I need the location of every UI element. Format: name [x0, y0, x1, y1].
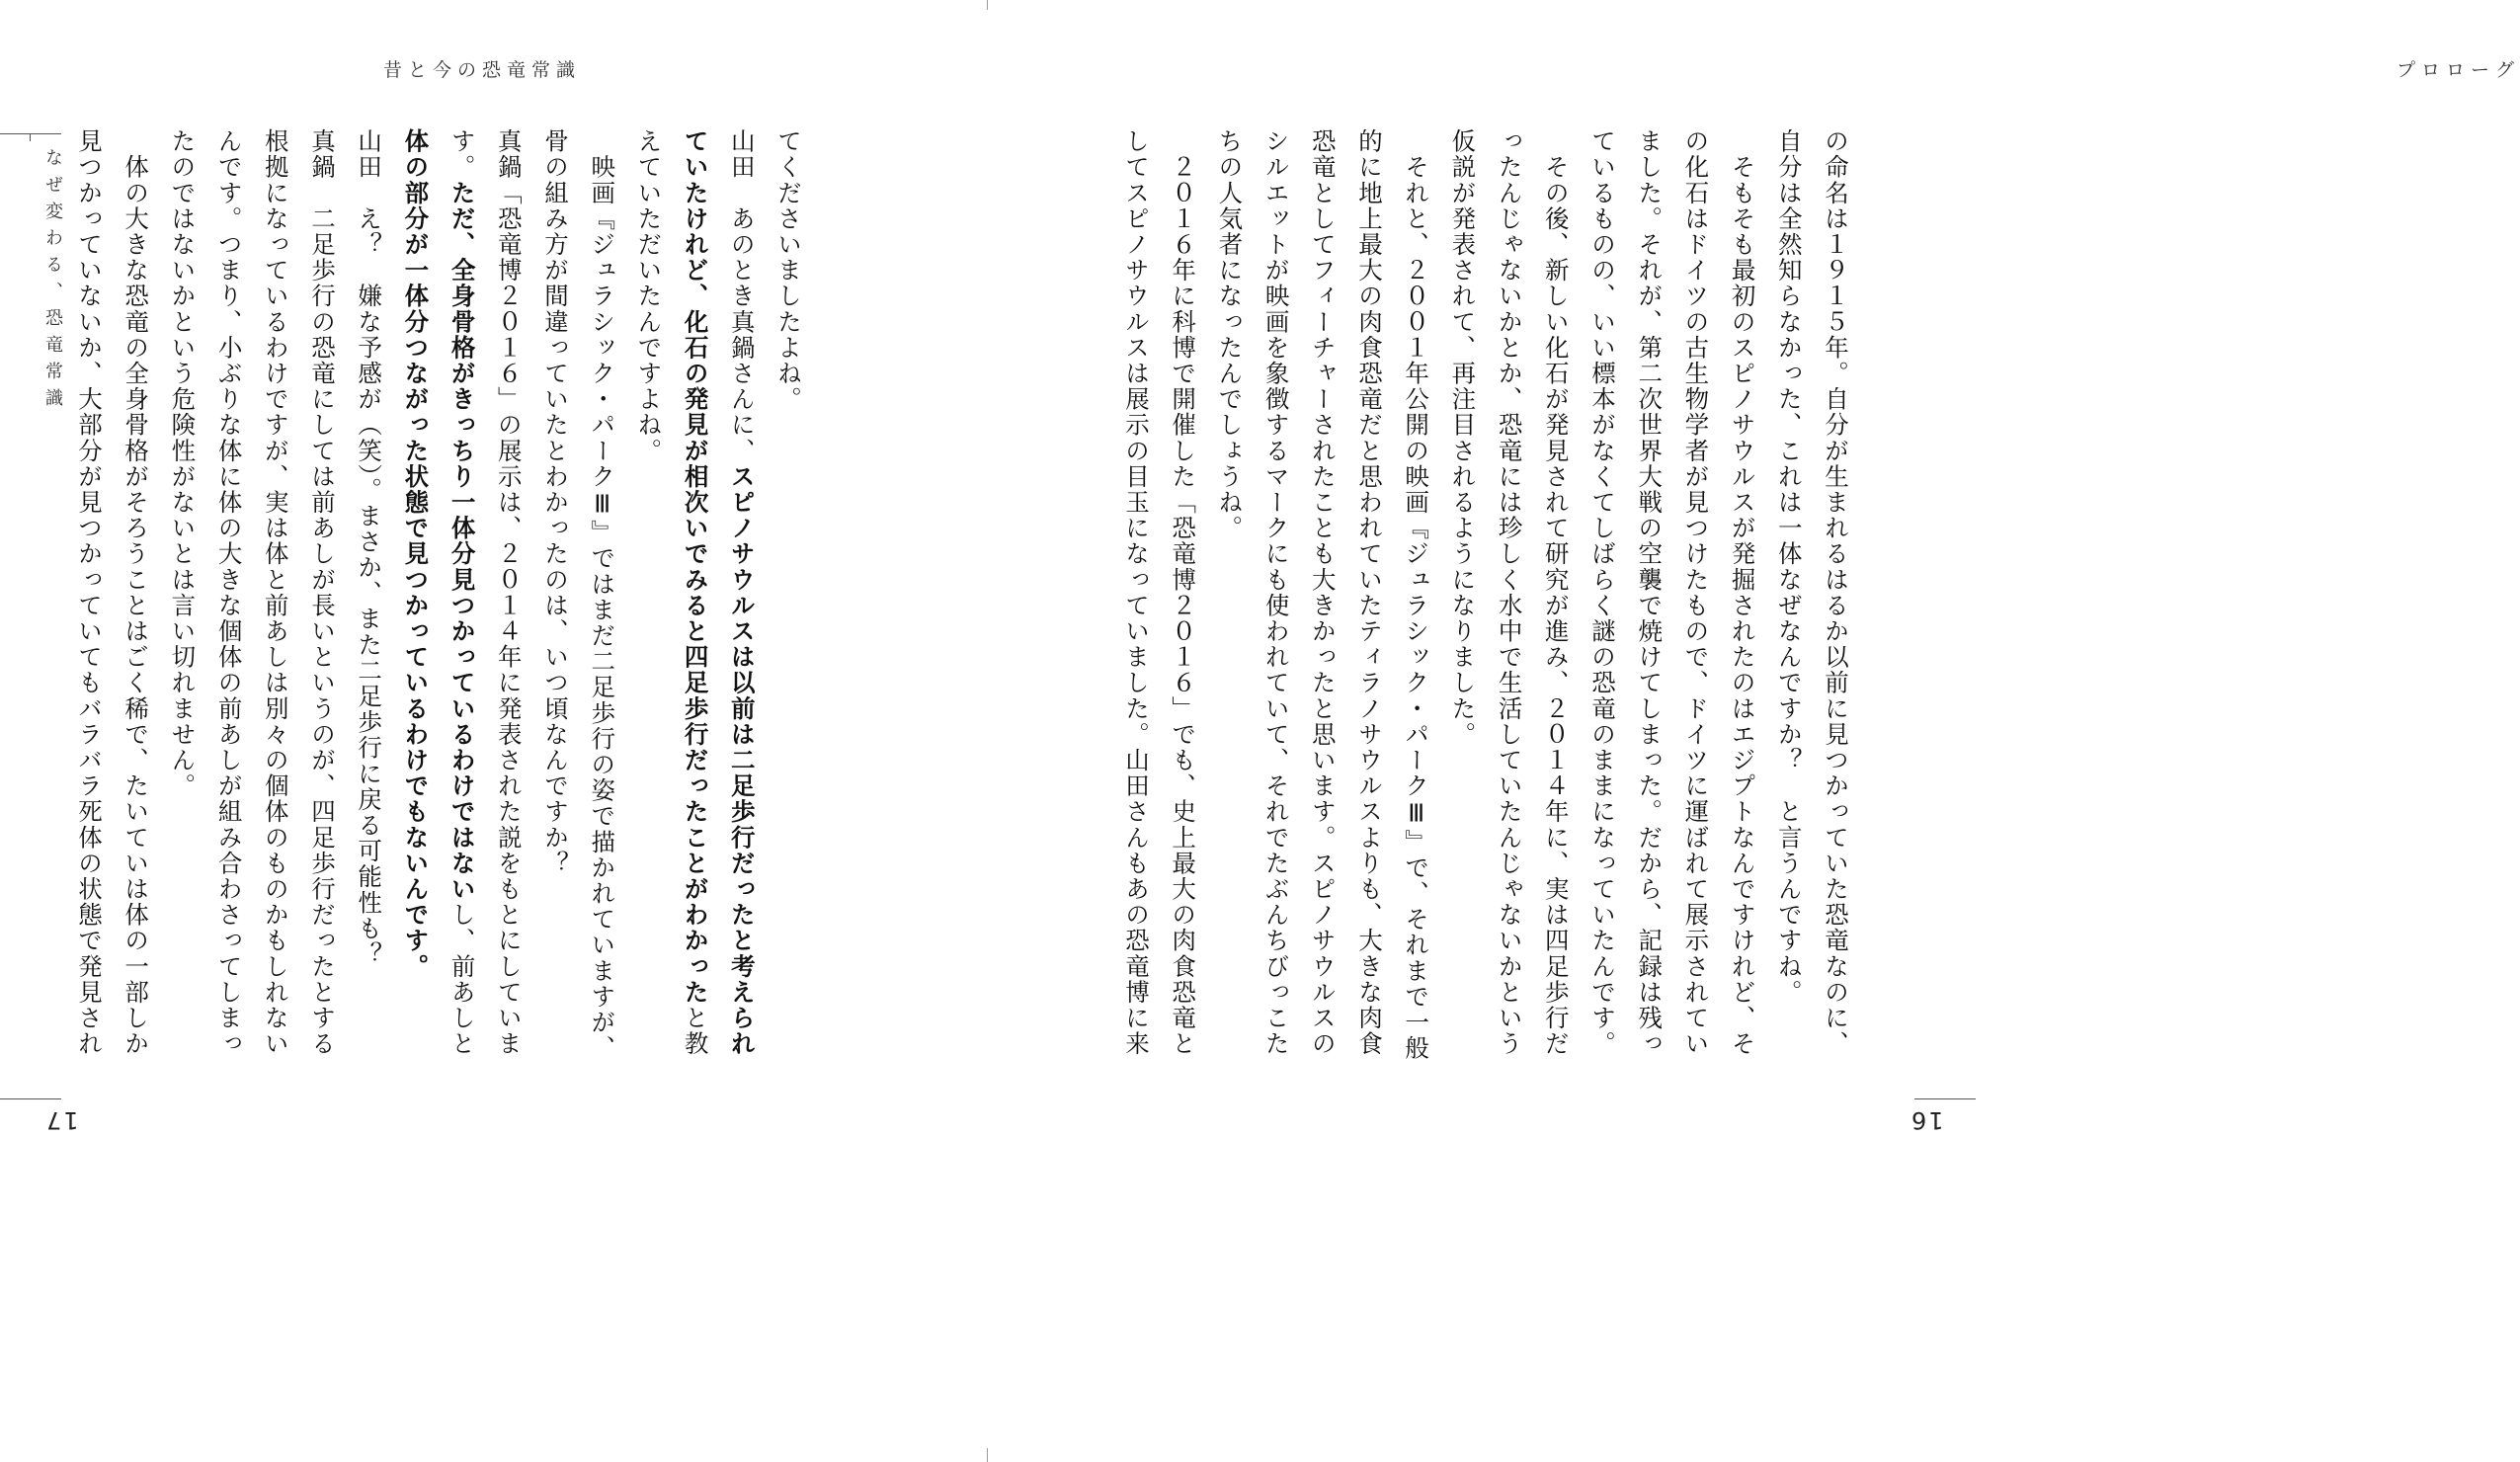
text-line — [719, 128, 766, 1077]
text-segment: の命名は１９１５年。自分が生まれるはるか以前に見つかっていた恐竜なのに、 — [1822, 128, 1850, 1057]
text-line — [1300, 128, 1346, 1077]
text-line — [1393, 128, 1439, 1077]
text-segment: 恐竜としてフィーチャーされたことも大きかったと思います。スピノサウルスの — [1308, 128, 1338, 1057]
chapter-side-title: なぜ変わる、恐竜常識 — [42, 148, 63, 415]
text-line — [1253, 128, 1299, 1077]
text-segment: 骨の組み方が間違っていたとわかったのは、いつ頃なんですか？ — [540, 128, 570, 876]
text-line — [1346, 128, 1393, 1077]
text-segment: ２０１６年に科博で開催した「恐竜博２０１６」でも、史上最大の肉食恐竜と — [1169, 128, 1198, 1057]
text-segment: ました。それが、第二次世界大戦の空襲で焼けてしまった。だから、記録は残っ — [1635, 128, 1665, 1057]
text-line — [439, 128, 485, 1077]
text-segment: 真鍋 二足歩行の恐竜にしては前あしが長いというのが、四足歩行だったとする — [307, 128, 337, 1057]
text-line — [392, 128, 439, 1077]
text-line — [1206, 128, 1253, 1077]
text-segment: す。 — [447, 128, 477, 181]
text-line — [253, 128, 299, 1077]
text-segment: そもそも最初のスピノサウルスが発掘されたのはエジプトなんですけれど、そ — [1728, 128, 1757, 1057]
text-segment: の化石はドイツの古生物学者が見つけたもので、ドイツに運ばれて展示されてい — [1681, 128, 1711, 1057]
text-segment: 的に地上最大の肉食恐竜だと思われていたティラノサウルスよりも、大きな肉食 — [1354, 128, 1384, 1057]
text-segment: と教 — [681, 1005, 710, 1057]
text-line — [1626, 128, 1672, 1077]
right-page — [988, 0, 2520, 1462]
body-text — [1113, 128, 1859, 1077]
text-segment: たのではないかという危険性がないとは言い切れません。 — [168, 128, 198, 799]
left-page — [0, 0, 988, 1462]
text-segment: てくださいましたよね。 — [774, 128, 803, 413]
bold-text-segment: ただ、全身骨格がきっちり一体分見つかっているわけではない — [447, 180, 477, 903]
text-segment: ているものの、いい標本がなくてしばらく謎の恐竜のままになっていたんです。 — [1587, 128, 1617, 1057]
text-segment: 山田 え？ 嫌な予感が（笑）。まさか、また二足歩行に戻る可能性も？ — [355, 128, 384, 968]
text-line — [579, 128, 625, 1077]
bold-text-segment: 体の部分が一体分つながった状態で見つかっているわけでもないんです。 — [401, 128, 431, 980]
text-line — [1439, 128, 1486, 1077]
text-segment: 体の大きな恐竜の全身骨格がそろうことはごく稀で、たいていは体の一部しか — [122, 128, 151, 1057]
running-head: プロローグ — [2397, 59, 2520, 81]
body-text — [66, 128, 812, 1077]
text-line — [532, 128, 579, 1077]
text-line — [1766, 128, 1813, 1077]
text-line — [1113, 128, 1160, 1077]
text-segment: し、前あしと — [447, 902, 477, 1057]
text-segment: 仮説が発表されて、再注目されるようになりました。 — [1448, 128, 1478, 748]
text-segment: シルエットが映画を象徴するマークにも使われていて、それでたぶんちびっこた — [1261, 128, 1291, 1057]
side-rule-bottom — [0, 1098, 61, 1099]
text-segment: 真鍋「恐竜博２０１６」の展示は、２０１４年に発表された説をもとにしていま — [494, 128, 524, 1057]
text-line — [766, 128, 812, 1077]
text-line — [113, 128, 159, 1077]
text-line — [346, 128, 392, 1077]
page-number-right: 16 — [1910, 1106, 1944, 1134]
text-segment: してスピノサウルスは展示の目玉になっていました。山田さんもあの恐竜博に来 — [1121, 128, 1151, 1057]
text-segment: 見つかっていないか、大部分が見つかっていてもバラバラ死体の状態で発見され — [74, 128, 104, 1057]
running-head: 昔と今の恐竜常識 — [383, 59, 582, 81]
bold-text-segment: スピノサウルスは以前は二足歩行だったと考えられ — [727, 463, 757, 1057]
page-number: 17 — [44, 1106, 79, 1134]
text-segment: その後、新しい化石が発見されて研究が進み、２０１４年に、実は四足歩行だ — [1541, 128, 1571, 1057]
text-line — [1160, 128, 1206, 1077]
text-line — [1672, 128, 1719, 1077]
text-line — [1580, 128, 1626, 1077]
text-line — [625, 128, 672, 1077]
side-rule-bottom-right — [1914, 1098, 1976, 1099]
text-segment: んです。つまり、小ぶりな体に体の大きな個体の前あしが組み合わさってしまっ — [214, 128, 244, 1057]
text-segment: ったんじゃないかとか、恐竜には珍しく水中で生活していたんじゃないかという — [1495, 128, 1524, 1057]
side-rule-tick — [30, 133, 31, 141]
text-line — [66, 128, 113, 1077]
text-line — [486, 128, 532, 1077]
text-segment: 映画『ジュラシック・パークⅢ』ではまだ二足歩行の姿で描かれていますが、 — [588, 128, 617, 1062]
text-line — [672, 128, 718, 1077]
text-segment: ちの人気者になったんでしょうね。 — [1215, 128, 1245, 541]
text-segment: えていただいたんですよね。 — [634, 128, 664, 464]
text-segment: 山田 あのとき真鍋さんに、 — [727, 128, 757, 464]
text-line — [1719, 128, 1765, 1077]
text-segment: それと、２００１年公開の映画『ジュラシック・パークⅢ』で、それまで一般 — [1402, 128, 1431, 1062]
text-line — [205, 128, 252, 1077]
side-rule-top — [0, 133, 61, 134]
text-line — [1486, 128, 1532, 1077]
text-segment: 自分は全然知らなかった、これは一体なぜなんですか？ と言うんですね。 — [1774, 128, 1804, 1006]
bold-text-segment: ていたけれど、化石の発見が相次いでみると四足歩行だったことがわかった — [681, 128, 710, 1006]
text-line — [299, 128, 346, 1077]
text-line — [159, 128, 205, 1077]
text-line — [1813, 128, 1859, 1077]
text-segment: 根拠になっているわけですが、実は体と前あしは別々の個体のものかもしれない — [261, 128, 290, 1057]
text-line — [1533, 128, 1580, 1077]
